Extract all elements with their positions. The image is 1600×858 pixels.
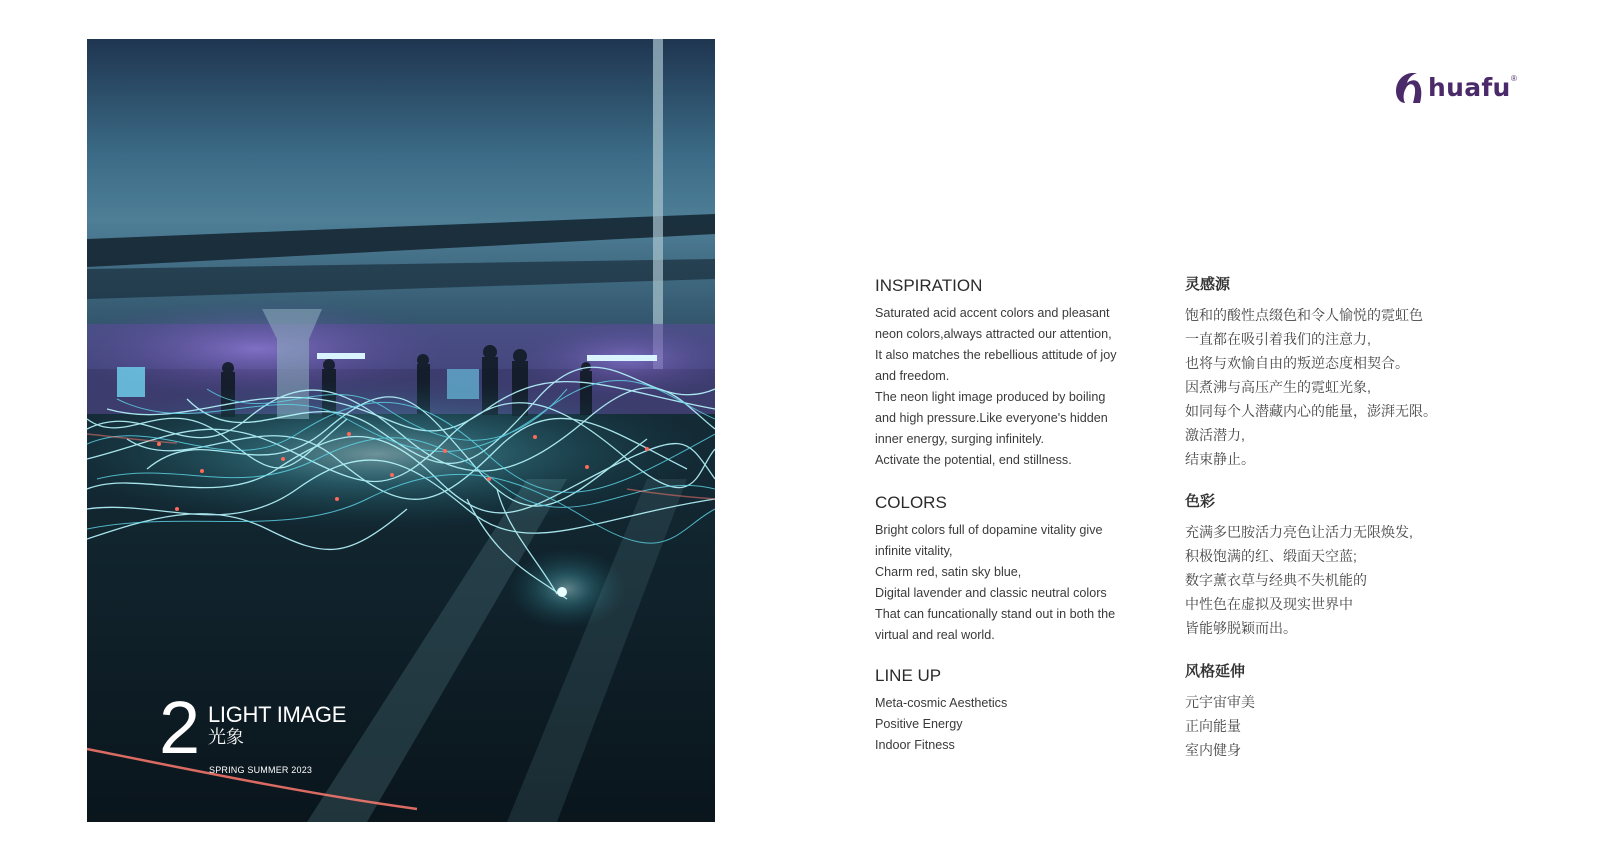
text-line: virtual and real world. xyxy=(875,628,995,642)
lineup-heading-cn: 风格延伸 xyxy=(1185,663,1246,680)
text-line: infinite vitality, xyxy=(875,544,953,558)
inspiration-section-en xyxy=(875,276,1175,471)
text-line: 积极饱满的红、缎面天空蓝; xyxy=(1185,548,1357,564)
brand-name: huafu xyxy=(1428,73,1511,102)
huafu-logo xyxy=(1393,70,1523,106)
text-line: and freedom. xyxy=(875,369,950,383)
registered-mark: ® xyxy=(1511,74,1517,83)
text-line: Digital lavender and classic neutral colors xyxy=(875,586,1107,600)
text-line: 如同每个人潜藏内心的能量，澎湃无限。 xyxy=(1185,403,1437,419)
text-line: 一直都在吸引着我们的注意力, xyxy=(1185,331,1371,347)
text-line: That can funcationally stand out in both the xyxy=(875,607,1116,621)
text-line: neon colors,always attracted our attention, xyxy=(875,327,1112,341)
text-line: 室内健身 xyxy=(1185,742,1241,758)
colors-heading: COLORS xyxy=(875,493,947,512)
text-line: 数字薰衣草与经典不失机能的 xyxy=(1185,572,1367,588)
inspiration-section-cn xyxy=(1185,275,1485,471)
lineup-section-en xyxy=(875,666,1175,756)
lineup-text xyxy=(875,693,1175,756)
text-line: 因煮沸与高压产生的霓虹光象, xyxy=(1185,379,1371,395)
text-line: 结束静止。 xyxy=(1185,451,1255,467)
colors-section-cn xyxy=(1185,492,1485,640)
lineup-heading: LINE UP xyxy=(875,666,942,685)
cover-season: SPRING SUMMER 2023 xyxy=(209,765,313,775)
text-line: Saturated acid accent colors and pleasant xyxy=(875,306,1110,320)
lineup-text-cn xyxy=(1185,690,1485,762)
cover-photo xyxy=(87,39,715,822)
inspiration-heading: INSPIRATION xyxy=(875,276,983,295)
text-line: 中性色在虚拟及现实世界中 xyxy=(1185,596,1353,612)
colors-section-en xyxy=(875,493,1175,646)
text-line: Charm red, satin sky blue, xyxy=(875,565,1022,579)
colors-text-cn xyxy=(1185,520,1485,640)
text-line: 也将与欢愉自由的叛逆态度相契合。 xyxy=(1185,355,1409,371)
inspiration-text xyxy=(875,303,1175,471)
text-line: Activate the potential, end stillness. xyxy=(875,453,1072,467)
colors-text xyxy=(875,520,1175,646)
text-line: It also matches the rebellious attitude of joy xyxy=(875,348,1117,362)
cover-title: LIGHT IMAGE xyxy=(208,702,347,727)
text-line: Indoor Fitness xyxy=(875,738,955,752)
text-line: The neon light image produced by boiling xyxy=(875,390,1106,404)
text-line: and high pressure.Like everyone's hidden xyxy=(875,411,1108,425)
text-line: Positive Energy xyxy=(875,717,963,731)
text-line: Bright colors full of dopamine vitality give xyxy=(875,523,1103,537)
cover-title-chinese: 光象 xyxy=(208,727,244,747)
colors-heading-cn: 色彩 xyxy=(1185,493,1216,510)
text-line: 饱和的酸性点缀色和令人愉悦的霓虹色 xyxy=(1185,307,1423,323)
text-line: 充满多巴胺活力亮色让活力无限焕发, xyxy=(1185,524,1413,540)
huafu-mark-icon xyxy=(1393,71,1425,105)
inspiration-text-cn xyxy=(1185,303,1485,471)
issue-number: 2 xyxy=(159,686,201,769)
inspiration-heading-cn: 灵感源 xyxy=(1185,276,1231,293)
text-line: 元宇宙审美 xyxy=(1185,694,1255,710)
text-line: Meta-cosmic Aesthetics xyxy=(875,696,1008,710)
lineup-section-cn xyxy=(1185,662,1485,762)
text-line: 正向能量 xyxy=(1185,718,1241,734)
text-line: inner energy, surging infinitely. xyxy=(875,432,1044,446)
text-line: 激活潜力, xyxy=(1185,427,1245,443)
text-line: 皆能够脱颖而出。 xyxy=(1185,620,1297,636)
